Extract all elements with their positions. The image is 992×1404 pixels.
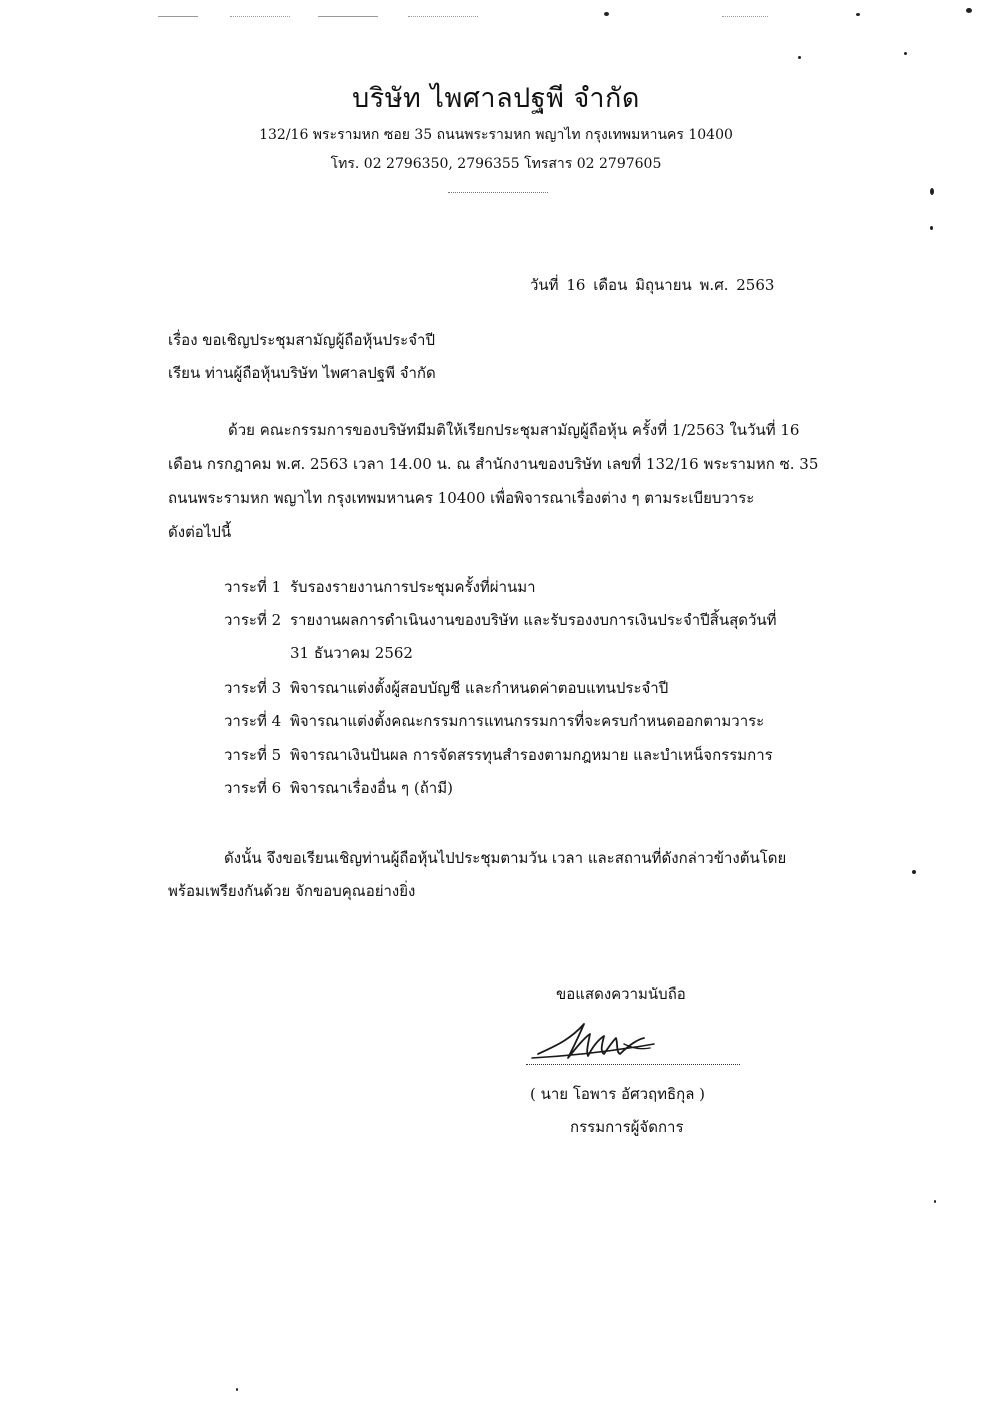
scan-artifact <box>230 16 290 17</box>
agenda-number: วาระที่ 2 <box>224 611 282 629</box>
letter-subject: เรื่อง ขอเชิญประชุมสามัญผู้ถือหุ้นประจำปี <box>168 331 435 349</box>
body-line: ดังต่อไปนี้ <box>168 523 232 541</box>
letter-date: วันที่ 16 เดือน มิถุนายน พ.ศ. 2563 <box>530 276 775 294</box>
agenda-item <box>224 676 668 700</box>
agenda-number: วาระที่ 5 <box>224 746 282 764</box>
agenda-text: พิจารณาเรื่องอื่น ๆ (ถ้ามี) <box>290 779 453 797</box>
scan-artifact <box>856 13 860 16</box>
scan-artifact <box>930 188 934 195</box>
agenda-item <box>224 608 777 632</box>
agenda-text: พิจารณาแต่งตั้งคณะกรรมการแทนกรรมการที่จะครบกำหนดออกตามวาระ <box>290 712 765 730</box>
agenda-number: วาระที่ 3 <box>224 679 282 697</box>
company-address: 132/16 พระรามหก ซอย 35 ถนนพระรามหก พญาไท กรุงเทพมหานคร 10400 <box>259 127 733 143</box>
company-contact: โทร. 02 2796350, 2796355 โทรสาร 02 2797605 <box>330 156 662 172</box>
scan-artifact <box>158 16 198 17</box>
scan-artifact <box>798 56 801 59</box>
agenda-text: รับรองรายงานการประชุมครั้งที่ผ่านมา <box>290 578 536 596</box>
scan-artifact <box>930 226 933 230</box>
scan-artifact <box>236 1388 238 1391</box>
agenda-number: วาระที่ 4 <box>224 712 282 730</box>
scan-artifact <box>934 1200 936 1203</box>
scan-artifact <box>912 870 916 874</box>
closing-line: พร้อมเพรียงกันด้วย จักขอบคุณอย่างยิ่ง <box>168 882 416 900</box>
scan-artifact <box>904 52 907 55</box>
company-name: บริษัท ไพศาลปฐพี จำกัด <box>352 83 640 114</box>
agenda-text: พิจารณาเงินปันผล การจัดสรรทุนสำรองตามกฎหมาย และบำเหน็จกรรมการ <box>290 746 773 764</box>
closing-line: ดังนั้น จึงขอเรียนเชิญท่านผู้ถือหุ้นไปประชุมตามวัน เวลา และสถานที่ดังกล่าวข้างต้นโดย <box>224 849 787 867</box>
letter-closing: ขอแสดงความนับถือ <box>556 985 686 1003</box>
agenda-number: วาระที่ 1 <box>224 578 282 596</box>
agenda-continuation: 31 ธันวาคม 2562 <box>290 644 413 662</box>
scan-artifact <box>722 16 768 17</box>
scan-artifact <box>966 8 972 13</box>
letter-recipient: เรียน ท่านผู้ถือหุ้นบริษัท ไพศาลปฐพี จำกัด <box>168 364 436 382</box>
agenda-text: พิจารณาแต่งตั้งผู้สอบบัญชี และกำหนดค่าตอบแทนประจำปี <box>290 679 669 697</box>
agenda-text: รายงานผลการดำเนินงานของบริษัท และรับรองงบการเงินประจำปีสิ้นสุดวันที่ <box>290 611 777 629</box>
agenda-item <box>224 709 764 733</box>
body-line: ด้วย คณะกรรมการของบริษัทมีมติให้เรียกประชุมสามัญผู้ถือหุ้น ครั้งที่ 1/2563 ในวันที่ 16 <box>228 421 800 439</box>
agenda-item <box>224 743 773 767</box>
agenda-item <box>224 776 453 800</box>
agenda-item <box>224 575 536 599</box>
header-divider <box>448 192 548 193</box>
body-line: ถนนพระรามหก พญาไท กรุงเทพมหานคร 10400 เพื่อพิจารณาเรื่องต่าง ๆ ตามระเบียบวาระ <box>168 489 755 507</box>
scan-artifact <box>318 16 378 17</box>
agenda-number: วาระที่ 6 <box>224 779 282 797</box>
handwritten-signature <box>528 1014 658 1070</box>
signer-position: กรรมการผู้จัดการ <box>570 1118 684 1136</box>
body-line: เดือน กรกฎาคม พ.ศ. 2563 เวลา 14.00 น. ณ สำนักงานของบริษัท เลขที่ 132/16 พระรามหก ซ. 35 <box>168 455 819 473</box>
scan-artifact <box>408 16 478 17</box>
scan-artifact <box>604 12 609 16</box>
signer-name: ( นาย โอพาร อัศวฤทธิกุล ) <box>530 1085 706 1103</box>
signature-line <box>526 1064 740 1065</box>
